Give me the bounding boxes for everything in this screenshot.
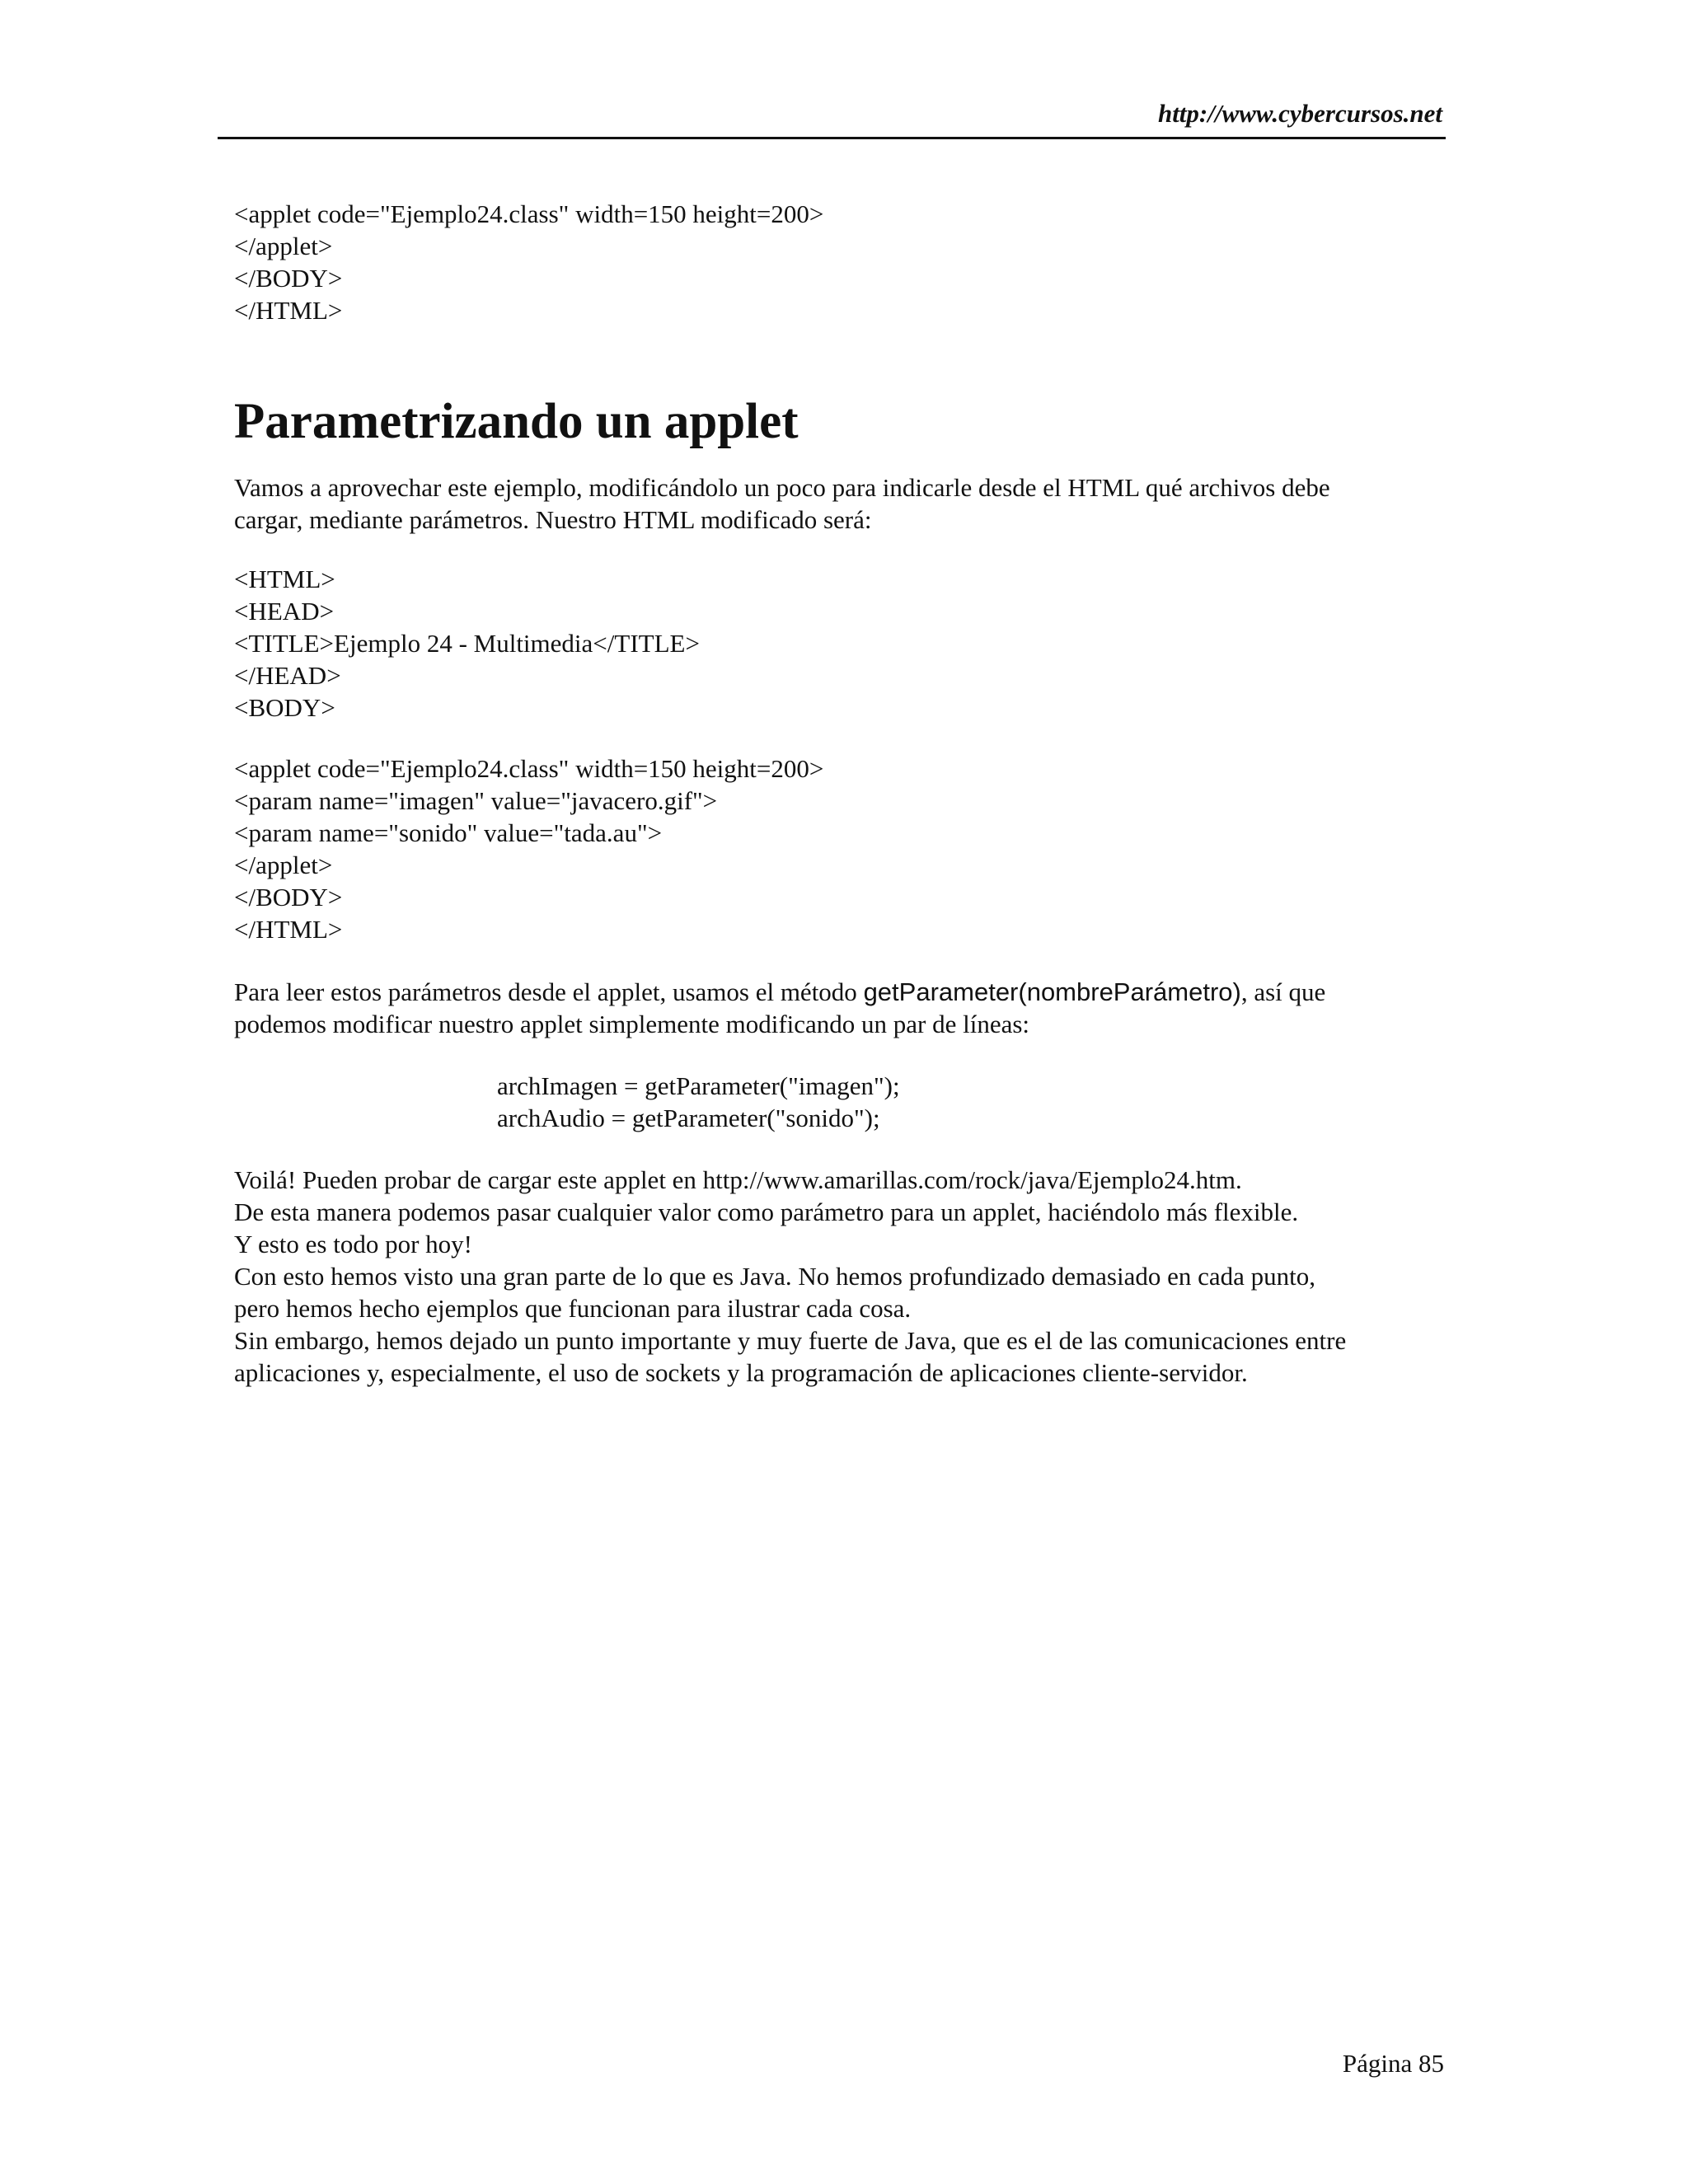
page-number: Página 85 <box>1342 2049 1444 2078</box>
code-line: </HEAD> <box>234 661 341 690</box>
header-url: http://www.cybercursos.net <box>1157 99 1442 128</box>
code-line: <TITLE>Ejemplo 24 - Multimedia</TITLE> <box>234 629 700 658</box>
code-line: </BODY> <box>234 264 343 293</box>
code-line: </BODY> <box>234 883 343 912</box>
code-line: archImagen = getParameter("imagen"); <box>497 1071 900 1100</box>
text-line: Voilá! Pueden probar de cargar este applet en http://www.amarillas.com/rock/java/Ejemplo24.htm. <box>234 1165 1242 1194</box>
code-line: <applet code="Ejemplo24.class" width=150 height=200> <box>234 199 824 228</box>
text-segment: Para leer estos parámetros desde el applet, usamos el método <box>234 977 864 1006</box>
text-line: Con esto hemos visto una gran parte de lo que es Java. No hemos profundizado demasiado en cada punto, <box>234 1262 1315 1291</box>
text-line: aplicaciones y, especialmente, el uso de sockets y la programación de aplicaciones cliente-servidor. <box>234 1358 1248 1387</box>
code-block-html-head <box>234 563 1454 724</box>
getparameter-paragraph <box>234 976 1454 1040</box>
method-name: getParameter(nombreParámetro) <box>863 977 1241 1006</box>
code-line: archAudio = getParameter("sonido"); <box>497 1104 880 1132</box>
code-line: <BODY> <box>234 693 335 722</box>
code-snippet <box>497 1070 900 1134</box>
code-line: </HTML> <box>234 296 343 325</box>
code-line: <param name="imagen" value="javacero.gif"> <box>234 786 718 815</box>
text-line: podemos modificar nuestro applet simplemente modificando un par de líneas: <box>234 1010 1030 1038</box>
text-line: Vamos a aprovechar este ejemplo, modificándolo un poco para indicarle desde el HTML qué archivos debe <box>234 473 1330 502</box>
code-line: <HEAD> <box>234 597 335 626</box>
text-line: cargar, mediante parámetros. Nuestro HTML modificado será: <box>234 505 872 534</box>
code-line: </applet> <box>234 851 333 879</box>
header-divider <box>218 137 1446 139</box>
section-heading: Parametrizando un applet <box>234 394 799 449</box>
closing-paragraph <box>234 1164 1454 1389</box>
code-block-applet-params <box>234 752 1454 945</box>
intro-paragraph <box>234 471 1454 536</box>
text-line: Sin embargo, hemos dejado un punto importante y muy fuerte de Java, que es el de las comunicaciones entre <box>234 1326 1347 1355</box>
text-line <box>234 976 1454 1008</box>
code-block-applet-close <box>234 198 1454 326</box>
text-segment: , así que <box>1240 977 1326 1006</box>
code-line: <HTML> <box>234 565 335 593</box>
code-line: <param name="sonido" value="tada.au"> <box>234 818 663 847</box>
code-line: <applet code="Ejemplo24.class" width=150 height=200> <box>234 754 824 783</box>
code-line: </HTML> <box>234 915 343 944</box>
text-line: De esta manera podemos pasar cualquier valor como parámetro para un applet, haciéndolo más flexible. <box>234 1197 1299 1226</box>
code-line: </applet> <box>234 232 333 260</box>
text-line: Y esto es todo por hoy! <box>234 1230 473 1258</box>
text-line: pero hemos hecho ejemplos que funcionan para ilustrar cada cosa. <box>234 1294 912 1323</box>
